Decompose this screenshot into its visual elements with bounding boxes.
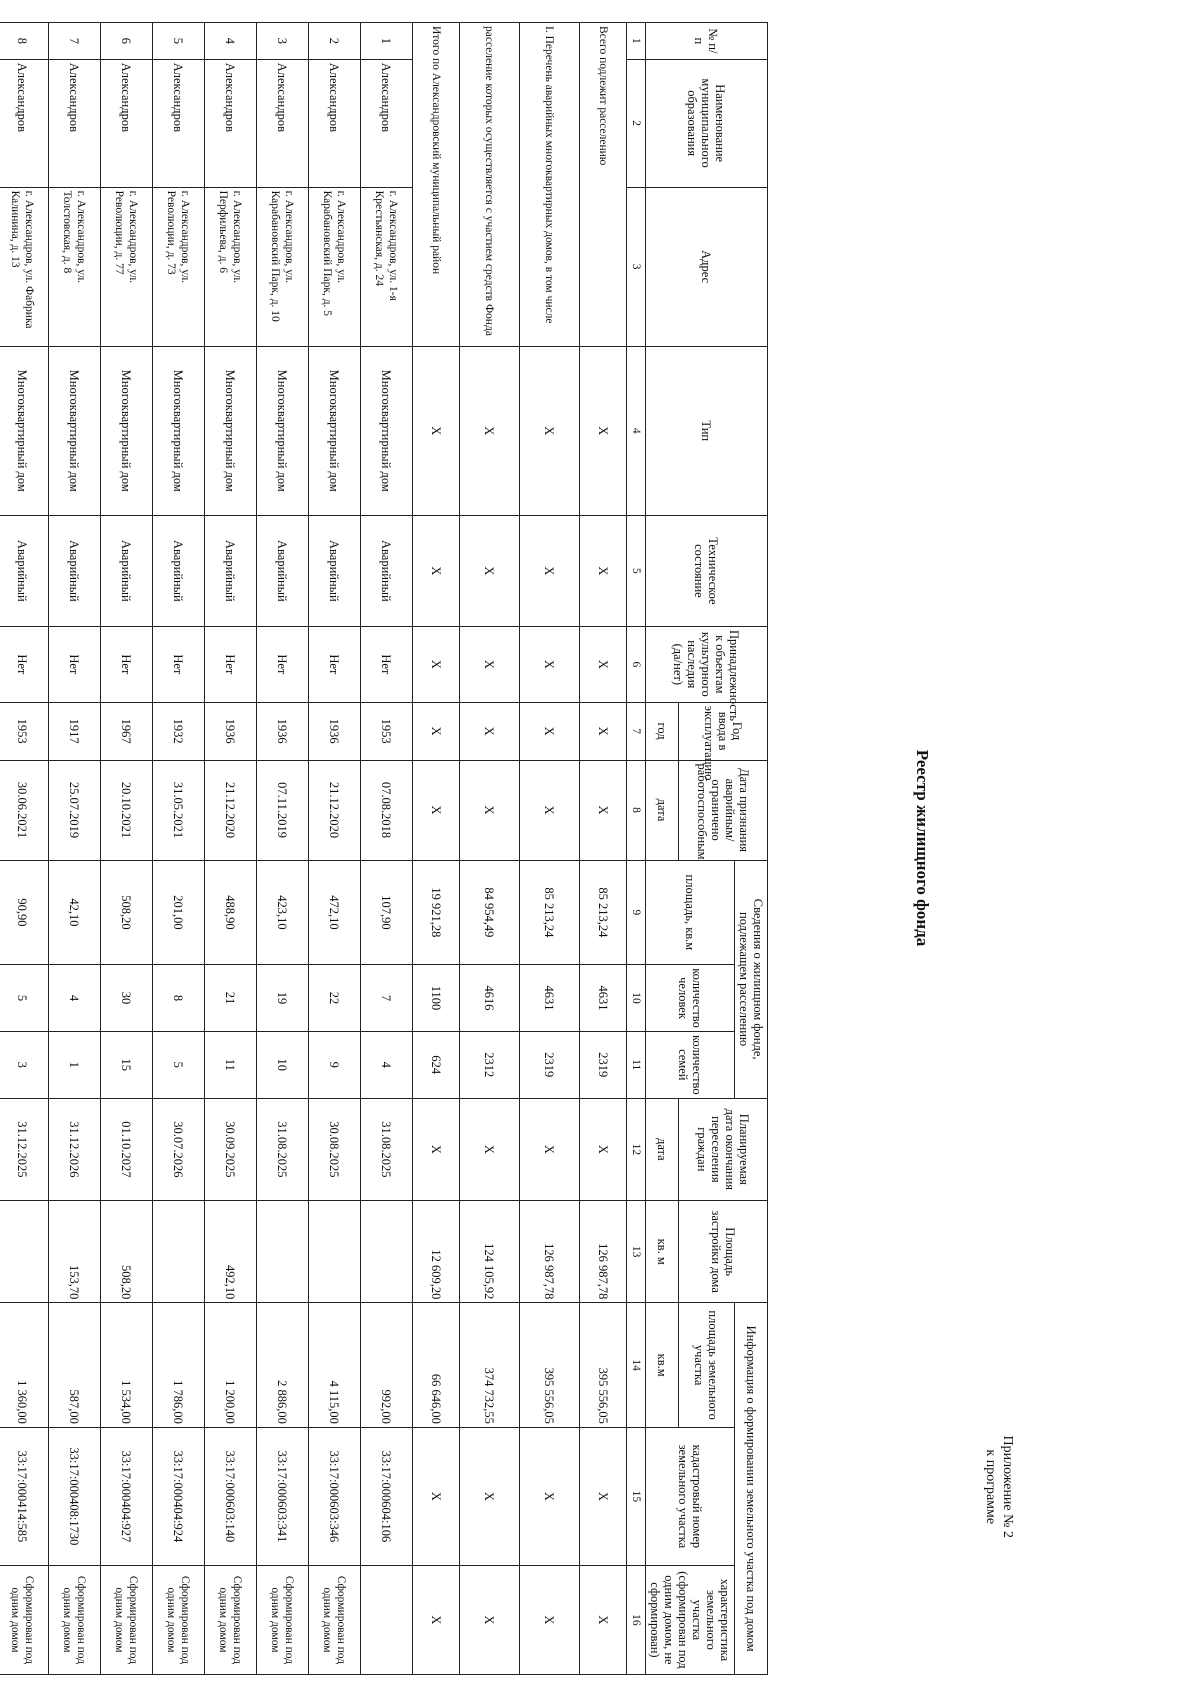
summary-year: X xyxy=(520,702,580,760)
housing-registry-table xyxy=(0,22,768,1675)
header-built-unit: кв. м xyxy=(646,1201,679,1303)
header-planned-group: Планируемая дата окончания переселения граждан xyxy=(678,1098,767,1200)
row-type: Многоквартирный дом xyxy=(49,346,101,515)
summary-label: Итого по Александровский муниципальный район xyxy=(413,23,460,347)
row-area: 488,90 xyxy=(205,860,257,965)
header-land-char: характеристика земельного участка (сформирован под одним домом, не сформирован) xyxy=(646,1565,735,1674)
row-planned-date: 31.12.2026 xyxy=(49,1098,101,1200)
row-people: 22 xyxy=(309,965,361,1032)
row-area: 472,10 xyxy=(309,860,361,965)
column-number-cell: 15 xyxy=(627,1427,646,1565)
header-emergency-group: Дата признания аварийным/ограничено работоспособным xyxy=(678,760,767,860)
table-row xyxy=(153,23,205,1675)
row-built-area xyxy=(361,1201,413,1303)
summary-heritage: X xyxy=(413,627,460,703)
row-people: 7 xyxy=(361,965,413,1032)
table-row xyxy=(257,23,309,1675)
header-land-area: площадь земельного участка xyxy=(678,1303,734,1428)
summary-cadastral: X xyxy=(520,1427,580,1565)
row-number: 3 xyxy=(257,23,309,60)
summary-built-area: 126 987,78 xyxy=(580,1201,627,1303)
summary-type: X xyxy=(520,346,580,515)
summary-planned-date: X xyxy=(580,1098,627,1200)
summary-land-area: 374 732,55 xyxy=(460,1303,520,1428)
column-number-cell: 16 xyxy=(627,1565,646,1674)
summary-area: 84 954,49 xyxy=(460,860,520,965)
table-row xyxy=(49,23,101,1675)
row-number: 2 xyxy=(309,23,361,60)
summary-built-area: 124 105,92 xyxy=(460,1201,520,1303)
row-land-char xyxy=(361,1565,413,1674)
row-people: 19 xyxy=(257,965,309,1032)
row-address: г. Александров, ул. Толстовская, д. 8 xyxy=(49,187,101,346)
summary-type: X xyxy=(460,346,520,515)
row-planned-date: 31.08.2025 xyxy=(361,1098,413,1200)
row-built-area: 508,20 xyxy=(101,1201,153,1303)
row-families: 3 xyxy=(0,1031,49,1098)
summary-type: X xyxy=(580,346,627,515)
row-cadastral: 33:17:000603:346 xyxy=(309,1427,361,1565)
header-built-group: Площадь застройки дома xyxy=(678,1201,767,1303)
header-families: количество семей xyxy=(646,1031,735,1098)
header-emergency-date: дата xyxy=(646,760,679,860)
row-heritage: Нет xyxy=(309,627,361,703)
header-land-group: Информация о формировании земельного участка под домом xyxy=(735,1303,768,1675)
row-address: г. Александров, ул. Перфильева, д. 6 xyxy=(205,187,257,346)
row-families: 5 xyxy=(153,1031,205,1098)
column-number-cell: 14 xyxy=(627,1303,646,1428)
summary-year: X xyxy=(580,702,627,760)
row-cadastral: 33:17:000408:1730 xyxy=(49,1427,101,1565)
document-title: Реестр жилищного фонда xyxy=(913,749,932,947)
summary-land-area: 66 646,00 xyxy=(413,1303,460,1428)
row-condition: Аварийный xyxy=(205,515,257,626)
row-families: 11 xyxy=(205,1031,257,1098)
row-heritage: Нет xyxy=(205,627,257,703)
row-condition: Аварийный xyxy=(49,515,101,626)
row-cadastral: 33:17:000603:140 xyxy=(205,1427,257,1565)
row-built-area xyxy=(0,1201,49,1303)
header-year-group: Год ввода в эксплуатацию xyxy=(678,702,767,760)
row-land-area: 4 115,00 xyxy=(309,1303,361,1428)
header-heritage: Принадлежность к объектам культурного наследия (да/нет) xyxy=(646,627,768,703)
summary-row xyxy=(413,23,460,1675)
row-families: 15 xyxy=(101,1031,153,1098)
row-built-area xyxy=(153,1201,205,1303)
column-number-cell: 5 xyxy=(627,515,646,626)
row-land-char: Сформирован под одним домом xyxy=(309,1565,361,1674)
row-address: г. Александров, ул. Фабрика Калинина, д. 13 xyxy=(0,187,49,346)
row-area: 508,20 xyxy=(101,860,153,965)
row-municipality: Александров xyxy=(205,59,257,187)
column-number-cell: 11 xyxy=(627,1031,646,1098)
row-municipality: Александров xyxy=(0,59,49,187)
row-number: 8 xyxy=(0,23,49,60)
row-people: 8 xyxy=(153,965,205,1032)
row-people: 5 xyxy=(0,965,49,1032)
column-number-cell: 3 xyxy=(627,187,646,346)
row-emergency-date: 07.11.2019 xyxy=(257,760,309,860)
row-land-area: 1 200,00 xyxy=(205,1303,257,1428)
column-number-cell: 13 xyxy=(627,1201,646,1303)
row-number: 5 xyxy=(153,23,205,60)
row-municipality: Александров xyxy=(101,59,153,187)
row-type: Многоквартирный дом xyxy=(101,346,153,515)
row-emergency-date: 07.08.2018 xyxy=(361,760,413,860)
row-land-char: Сформирован под одним домом xyxy=(101,1565,153,1674)
summary-families: 2319 xyxy=(580,1031,627,1098)
row-built-area: 153,70 xyxy=(49,1201,101,1303)
summary-cadastral: X xyxy=(413,1427,460,1565)
row-land-char: Сформирован под одним домом xyxy=(257,1565,309,1674)
appendix-note xyxy=(982,1436,1016,1539)
row-type: Многоквартирный дом xyxy=(205,346,257,515)
row-condition: Аварийный xyxy=(257,515,309,626)
row-land-char: Сформирован под одним домом xyxy=(205,1565,257,1674)
row-area: 201,00 xyxy=(153,860,205,965)
summary-condition: X xyxy=(460,515,520,626)
summary-condition: X xyxy=(413,515,460,626)
row-address: г. Александров, ул. Карабановский Парк, д. 5 xyxy=(309,187,361,346)
header-area: площадь, кв.м xyxy=(646,860,735,965)
summary-cadastral: X xyxy=(460,1427,520,1565)
header-condition: Техническое состояние xyxy=(646,515,768,626)
summary-land-char: X xyxy=(520,1565,580,1674)
row-municipality: Александров xyxy=(309,59,361,187)
row-type: Многоквартирный дом xyxy=(257,346,309,515)
registry-body xyxy=(0,23,646,1675)
row-year: 1953 xyxy=(0,702,49,760)
row-emergency-date: 21.12.2020 xyxy=(309,760,361,860)
row-cadastral: 33:17:000603:341 xyxy=(257,1427,309,1565)
row-heritage: Нет xyxy=(101,627,153,703)
summary-year: X xyxy=(413,702,460,760)
header-type: Тип xyxy=(646,346,768,515)
summary-built-area: 12 609,20 xyxy=(413,1201,460,1303)
row-municipality: Александров xyxy=(49,59,101,187)
column-number-cell: 12 xyxy=(627,1098,646,1200)
header-num: № п/п xyxy=(646,23,768,60)
row-cadastral: 33:17:000404:927 xyxy=(101,1427,153,1565)
summary-area: 85 213,24 xyxy=(580,860,627,965)
row-cadastral: 33:17:000404:924 xyxy=(153,1427,205,1565)
row-families: 9 xyxy=(309,1031,361,1098)
row-families: 4 xyxy=(361,1031,413,1098)
summary-label: Всего подлежит расселению xyxy=(580,23,627,347)
row-year: 1917 xyxy=(49,702,101,760)
row-emergency-date: 25.07.2019 xyxy=(49,760,101,860)
row-condition: Аварийный xyxy=(361,515,413,626)
table-row xyxy=(101,23,153,1675)
row-land-area: 1 534,00 xyxy=(101,1303,153,1428)
row-area: 90,90 xyxy=(0,860,49,965)
row-emergency-date: 20.10.2021 xyxy=(101,760,153,860)
row-people: 21 xyxy=(205,965,257,1032)
summary-planned-date: X xyxy=(520,1098,580,1200)
row-address: г. Александров, ул. Карабановский Парк, д. 10 xyxy=(257,187,309,346)
summary-land-char: X xyxy=(413,1565,460,1674)
row-land-area: 2 886,00 xyxy=(257,1303,309,1428)
row-type: Многоквартирный дом xyxy=(309,346,361,515)
row-people: 4 xyxy=(49,965,101,1032)
row-heritage: Нет xyxy=(153,627,205,703)
row-address: г. Александров, ул. 1-я Крестьянская, д. 24 xyxy=(361,187,413,346)
summary-people: 4616 xyxy=(460,965,520,1032)
row-heritage: Нет xyxy=(257,627,309,703)
header-municipality: Наименование муниципального образования xyxy=(646,59,768,187)
summary-families: 2312 xyxy=(460,1031,520,1098)
row-families: 1 xyxy=(49,1031,101,1098)
row-number: 1 xyxy=(361,23,413,60)
row-planned-date: 31.12.2025 xyxy=(0,1098,49,1200)
column-number-cell: 6 xyxy=(627,627,646,703)
row-cadastral: 33:17:000604:106 xyxy=(361,1427,413,1565)
table-row xyxy=(309,23,361,1675)
summary-year: X xyxy=(460,702,520,760)
row-municipality: Александров xyxy=(257,59,309,187)
row-address: г. Александров, ул. Революции, д. 73 xyxy=(153,187,205,346)
summary-planned-date: X xyxy=(460,1098,520,1200)
column-number-cell: 2 xyxy=(627,59,646,187)
row-type: Многоквартирный дом xyxy=(0,346,49,515)
row-municipality: Александров xyxy=(361,59,413,187)
row-built-area xyxy=(257,1201,309,1303)
column-number-cell: 1 xyxy=(627,23,646,60)
row-cadastral: 33:17:000414:585 xyxy=(0,1427,49,1565)
summary-area: 85 213,24 xyxy=(520,860,580,965)
summary-families: 624 xyxy=(413,1031,460,1098)
summary-area: 19 921,28 xyxy=(413,860,460,965)
column-number-row xyxy=(627,23,646,1675)
row-land-area: 587,00 xyxy=(49,1303,101,1428)
summary-heritage: X xyxy=(580,627,627,703)
row-condition: Аварийный xyxy=(153,515,205,626)
appendix-line-1: Приложение № 2 xyxy=(1000,1435,1015,1538)
summary-label: I. Перечень аварийных многоквартирных домов, в том числе xyxy=(520,23,580,347)
summary-land-char: X xyxy=(580,1565,627,1674)
row-land-char: Сформирован под одним домом xyxy=(0,1565,49,1674)
row-heritage: Нет xyxy=(361,627,413,703)
appendix-line-2: к программе xyxy=(983,1449,998,1525)
summary-emergency-date: X xyxy=(413,760,460,860)
summary-row xyxy=(580,23,627,1675)
row-land-area: 1 360,00 xyxy=(0,1303,49,1428)
summary-people: 4631 xyxy=(520,965,580,1032)
summary-label: расселение которых осуществляется с участием средств Фонда xyxy=(460,23,520,347)
summary-land-char: X xyxy=(460,1565,520,1674)
row-planned-date: 30.09.2025 xyxy=(205,1098,257,1200)
header-planned-date: дата xyxy=(646,1098,679,1200)
row-year: 1967 xyxy=(101,702,153,760)
row-emergency-date: 21.12.2020 xyxy=(205,760,257,860)
column-number-cell: 8 xyxy=(627,760,646,860)
row-built-area xyxy=(309,1201,361,1303)
row-families: 10 xyxy=(257,1031,309,1098)
summary-built-area: 126 987,78 xyxy=(520,1201,580,1303)
row-planned-date: 30.07.2026 xyxy=(153,1098,205,1200)
row-area: 107,90 xyxy=(361,860,413,965)
summary-condition: X xyxy=(580,515,627,626)
row-type: Многоквартирный дом xyxy=(153,346,205,515)
column-number-cell: 10 xyxy=(627,965,646,1032)
row-heritage: Нет xyxy=(0,627,49,703)
summary-row xyxy=(520,23,580,1675)
row-emergency-date: 31.05.2021 xyxy=(153,760,205,860)
header-resettle-group: Сведения о жилищном фонде, подлежащем расселению xyxy=(735,860,768,1098)
row-area: 42,10 xyxy=(49,860,101,965)
row-year: 1936 xyxy=(257,702,309,760)
summary-emergency-date: X xyxy=(580,760,627,860)
header-people: количество человек xyxy=(646,965,735,1032)
summary-heritage: X xyxy=(520,627,580,703)
summary-people: 1100 xyxy=(413,965,460,1032)
row-condition: Аварийный xyxy=(0,515,49,626)
table-row xyxy=(205,23,257,1675)
header-land-unit: кв.м xyxy=(646,1303,679,1428)
row-land-char: Сформирован под одним домом xyxy=(49,1565,101,1674)
row-land-area: 1 786,00 xyxy=(153,1303,205,1428)
summary-type: X xyxy=(413,346,460,515)
row-number: 7 xyxy=(49,23,101,60)
row-land-area: 992,00 xyxy=(361,1303,413,1428)
summary-people: 4631 xyxy=(580,965,627,1032)
summary-land-area: 395 556,05 xyxy=(580,1303,627,1428)
summary-land-area: 395 556,05 xyxy=(520,1303,580,1428)
row-built-area: 492,10 xyxy=(205,1201,257,1303)
table-row xyxy=(0,23,49,1675)
column-number-cell: 9 xyxy=(627,860,646,965)
row-address: г. Александров, ул. Революции, д. 77 xyxy=(101,187,153,346)
summary-emergency-date: X xyxy=(520,760,580,860)
summary-heritage: X xyxy=(460,627,520,703)
row-type: Многоквартирный дом xyxy=(361,346,413,515)
summary-planned-date: X xyxy=(413,1098,460,1200)
summary-condition: X xyxy=(520,515,580,626)
summary-emergency-date: X xyxy=(460,760,520,860)
summary-row xyxy=(460,23,520,1675)
row-condition: Аварийный xyxy=(101,515,153,626)
row-condition: Аварийный xyxy=(309,515,361,626)
column-number-cell: 4 xyxy=(627,346,646,515)
row-year: 1953 xyxy=(361,702,413,760)
row-year: 1936 xyxy=(309,702,361,760)
row-number: 4 xyxy=(205,23,257,60)
header-year: год xyxy=(646,702,679,760)
row-area: 423,10 xyxy=(257,860,309,965)
header-address: Адрес xyxy=(646,187,768,346)
row-land-char: Сформирован под одним домом xyxy=(153,1565,205,1674)
row-planned-date: 30.08.2025 xyxy=(309,1098,361,1200)
summary-families: 2319 xyxy=(520,1031,580,1098)
summary-cadastral: X xyxy=(580,1427,627,1565)
row-year: 1932 xyxy=(153,702,205,760)
table-row xyxy=(361,23,413,1675)
row-people: 30 xyxy=(101,965,153,1032)
row-municipality: Александров xyxy=(153,59,205,187)
row-emergency-date: 30.06.2021 xyxy=(0,760,49,860)
rotated-document-page xyxy=(9,8,1050,1688)
row-planned-date: 01.10.2027 xyxy=(101,1098,153,1200)
header-cadastral: кадастровый номер земельного участка xyxy=(646,1427,735,1565)
column-number-cell: 7 xyxy=(627,702,646,760)
row-year: 1936 xyxy=(205,702,257,760)
row-planned-date: 31.08.2025 xyxy=(257,1098,309,1200)
row-number: 6 xyxy=(101,23,153,60)
row-heritage: Нет xyxy=(49,627,101,703)
